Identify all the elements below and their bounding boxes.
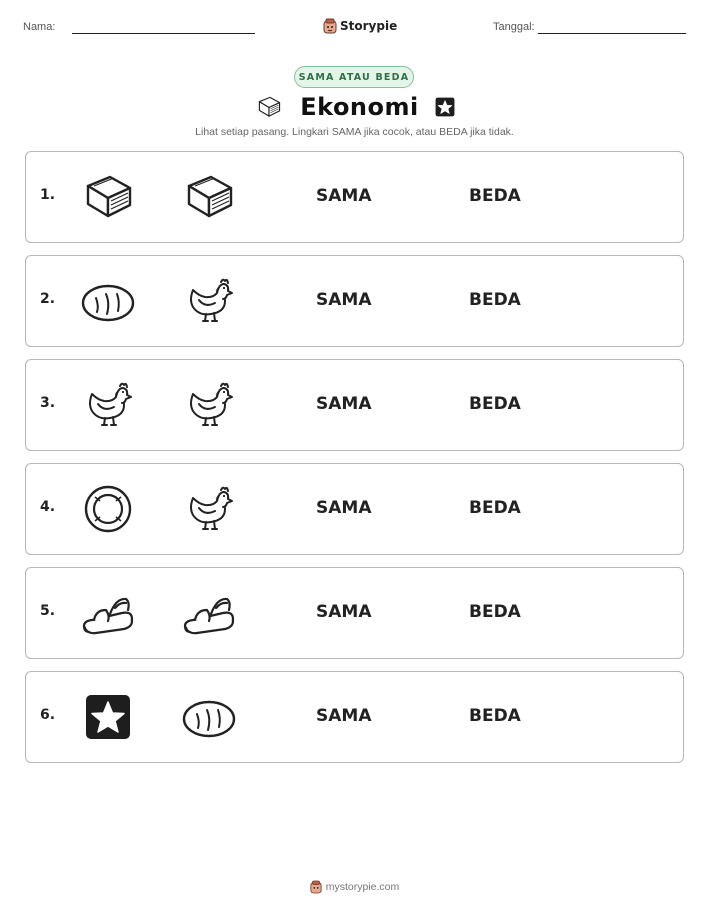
date-label: Tanggal: <box>493 21 535 33</box>
sandal-icon <box>181 588 237 638</box>
chicken-icon <box>80 380 136 430</box>
row-number: 5. <box>40 603 56 619</box>
book-icon <box>80 172 136 222</box>
star-icon <box>433 95 457 119</box>
book-icon <box>252 95 286 119</box>
name-label: Nama: <box>23 21 56 33</box>
exercise-row <box>25 255 684 347</box>
chicken-icon <box>181 380 237 430</box>
row-number: 3. <box>40 395 56 411</box>
option-same-button[interactable]: SAMA <box>316 706 372 726</box>
exercise-row <box>25 151 684 243</box>
coin-icon <box>80 484 136 534</box>
star-icon <box>80 692 136 742</box>
bread-icon <box>181 692 237 742</box>
bread-icon <box>80 276 136 326</box>
exercise-row <box>25 463 684 555</box>
exercise-row <box>25 567 684 659</box>
date-field[interactable] <box>538 33 686 34</box>
option-diff-button[interactable]: BEDA <box>469 498 521 518</box>
option-diff-button[interactable]: BEDA <box>469 706 521 726</box>
brand-name: Storypie <box>340 19 398 33</box>
option-diff-button[interactable]: BEDA <box>469 394 521 414</box>
exercise-row <box>25 671 684 763</box>
option-diff-button[interactable]: BEDA <box>469 290 521 310</box>
page-title: Ekonomi <box>300 93 419 121</box>
mascot-icon <box>310 880 322 894</box>
option-same-button[interactable]: SAMA <box>316 394 372 414</box>
chicken-icon <box>181 276 237 326</box>
sandal-icon <box>80 588 136 638</box>
book-icon <box>181 172 237 222</box>
mascot-icon <box>323 18 337 34</box>
option-diff-button[interactable]: BEDA <box>469 602 521 622</box>
exercise-row <box>25 359 684 451</box>
option-same-button[interactable]: SAMA <box>316 498 372 518</box>
option-same-button[interactable]: SAMA <box>316 602 372 622</box>
option-same-button[interactable]: SAMA <box>316 186 372 206</box>
instruction-text: Lihat setiap pasang. Lingkari SAMA jika cocok, atau BEDA jika tidak. <box>195 126 514 138</box>
row-number: 4. <box>40 499 56 515</box>
title-bar <box>0 92 709 122</box>
footer <box>0 880 709 894</box>
row-number: 6. <box>40 707 56 723</box>
header <box>0 18 709 38</box>
option-same-button[interactable]: SAMA <box>316 290 372 310</box>
option-diff-button[interactable]: BEDA <box>469 186 521 206</box>
row-number: 2. <box>40 291 56 307</box>
activity-badge: SAMA ATAU BEDA <box>294 66 414 88</box>
name-field[interactable] <box>72 33 255 34</box>
footer-url: mystorypie.com <box>325 881 400 893</box>
chicken-icon <box>181 484 237 534</box>
brand-logo <box>323 18 397 34</box>
row-number: 1. <box>40 187 56 203</box>
